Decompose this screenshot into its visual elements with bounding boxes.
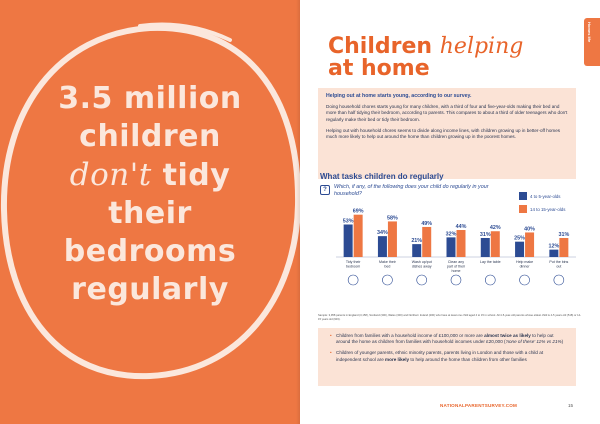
finding-2-post: to help around the home than children from other families <box>409 356 527 362</box>
intro-paragraph-1: Doing household chores starts young for many children, with a third of four and five-year-olds making their bed and more than half tidying their bedroom, according to parents. This compares to about a third of older teenagers who don't regularly make their bed or tidy their bedroom. <box>326 104 568 122</box>
intro-box <box>318 88 576 179</box>
headline-line-6: regularly <box>71 272 229 307</box>
category-label-4: Lay the table <box>479 260 501 264</box>
bar-label-old-6: 31% <box>558 231 570 238</box>
dishes-icon <box>417 275 427 285</box>
bar-old-1 <box>388 221 397 257</box>
bar-label-young-3: 32% <box>445 231 457 238</box>
finding-1-bold: almost twice as likely <box>484 333 531 338</box>
title-line-2: at home <box>328 56 430 81</box>
category-label-6: Put the bins <box>549 260 569 264</box>
bar-old-2 <box>422 227 431 257</box>
bar-label-young-1: 34% <box>377 230 388 237</box>
bin-icon <box>554 275 564 285</box>
title-script-word: helping <box>439 34 524 59</box>
bar-young-1 <box>378 236 387 257</box>
category-label-5: Help make <box>515 260 534 264</box>
finding-1-pre: Children from families with a household income of £100,000 or more are <box>336 333 485 338</box>
category-label-6: out <box>556 264 562 269</box>
bar-young-6 <box>549 250 558 257</box>
bar-young-5 <box>515 242 524 257</box>
bar-young-4 <box>481 238 490 257</box>
right-page <box>300 0 600 424</box>
bar-old-3 <box>457 230 466 257</box>
bar-old-4 <box>491 231 500 257</box>
headline-line-4: their <box>108 196 192 231</box>
finding-1-post: to help out around the home as children from families with household incomes under £20,000 ( <box>336 333 554 345</box>
question-icon: ? <box>320 185 330 195</box>
headline-line-3 <box>18 156 282 195</box>
pillow-icon <box>382 275 392 285</box>
section-side-tab[interactable] <box>584 18 600 66</box>
legend-item-young <box>519 192 579 200</box>
bar-label-old-4: 42% <box>489 225 501 232</box>
bar-label-old-5: 40% <box>524 226 535 233</box>
bar-young-2 <box>412 244 421 257</box>
survey-question: Which, if any, of the following does your child do regularly in your household? <box>334 184 489 197</box>
findings-box <box>318 328 576 386</box>
bar-label-old-1: 58% <box>387 215 398 222</box>
page-number: 15 <box>568 403 574 408</box>
bar-label-young-2: 21% <box>411 238 423 245</box>
category-label-1: Make their <box>379 260 396 264</box>
frying-pan-icon <box>520 275 530 285</box>
bar-old-5 <box>525 232 534 257</box>
bed-icon <box>348 275 358 285</box>
finding-1-end: ) <box>561 339 564 345</box>
intro-paragraph-2: Helping out with household chores seems to divide along income lines, with children growing up in better-off homes much more likely to help out around the home than children growing up in the poorest homes. <box>326 127 561 140</box>
bar-label-old-2: 49% <box>421 220 433 227</box>
bar-label-young-5: 25% <box>514 235 525 242</box>
bar-label-old-3: 44% <box>455 224 467 231</box>
finding-2-bold: more likely <box>385 356 410 362</box>
headline <box>18 80 282 309</box>
category-label-2: dishes away <box>411 264 432 269</box>
legend-label-young: 4 to 5-year-olds <box>530 193 561 199</box>
bar-label-young-6: 12% <box>548 243 560 250</box>
legend-swatch-young <box>519 192 527 200</box>
category-label-3: Clean any <box>447 260 465 264</box>
website-link[interactable]: NATIONALPARENTSURVEY.COM <box>440 403 518 408</box>
headline-script-word: don't <box>69 157 152 193</box>
headline-line-1: 3.5 million <box>58 81 242 116</box>
chart-heading: What tasks children do regularly <box>320 172 444 181</box>
bar-label-old-0: 69% <box>352 208 364 215</box>
finding-2-pre: Children of younger parents, ethnic minority parents, parents living in London and those with a child at independent school are <box>336 350 544 362</box>
headline-line-2: children <box>79 119 221 154</box>
category-label-5: dinner <box>519 264 530 269</box>
intro-subheading: Helping out at home starts young, according to our survey. <box>326 93 472 99</box>
place-setting-icon <box>485 275 495 285</box>
category-label-3: home <box>451 269 461 273</box>
finding-2 <box>330 350 568 362</box>
bar-label-young-0: 53% <box>342 218 354 225</box>
bar-old-6 <box>559 238 568 257</box>
title-word-1: Children <box>328 34 433 59</box>
chart-footnote: Sample: 3,958 parents in England (3,158), Scotland (300), Wales (300) and Northern Ireland (200) who have at least one child aged 4 to 15 in school. All 4-5-year-old parents whose eldest child is 4-5 years old (518) or 14-15 years old (903). <box>318 314 581 321</box>
category-label-0: bedroom <box>346 264 361 269</box>
bar-old-0 <box>354 215 363 257</box>
legend-label-old: 14 to 15-year-olds <box>530 206 566 212</box>
bar-young-3 <box>447 237 456 257</box>
finding-1 <box>330 333 568 345</box>
category-label-1: bed <box>384 264 391 269</box>
category-label-3: part of their <box>446 264 466 269</box>
page-title <box>328 36 523 80</box>
bar-chart <box>336 205 576 289</box>
spray-bottle-icon <box>451 275 461 285</box>
side-tab-label: Homes life <box>587 22 592 43</box>
headline-line-5: bedrooms <box>63 234 237 269</box>
category-label-2: Wash up/put <box>411 260 432 264</box>
headline-tidy: tidy <box>162 158 231 193</box>
bar-label-young-4: 31% <box>479 231 491 238</box>
bar-young-0 <box>344 224 353 257</box>
finding-1-italic: 'none of these' 11% vs 21% <box>505 339 562 345</box>
category-label-0: Tidy their <box>345 260 361 264</box>
